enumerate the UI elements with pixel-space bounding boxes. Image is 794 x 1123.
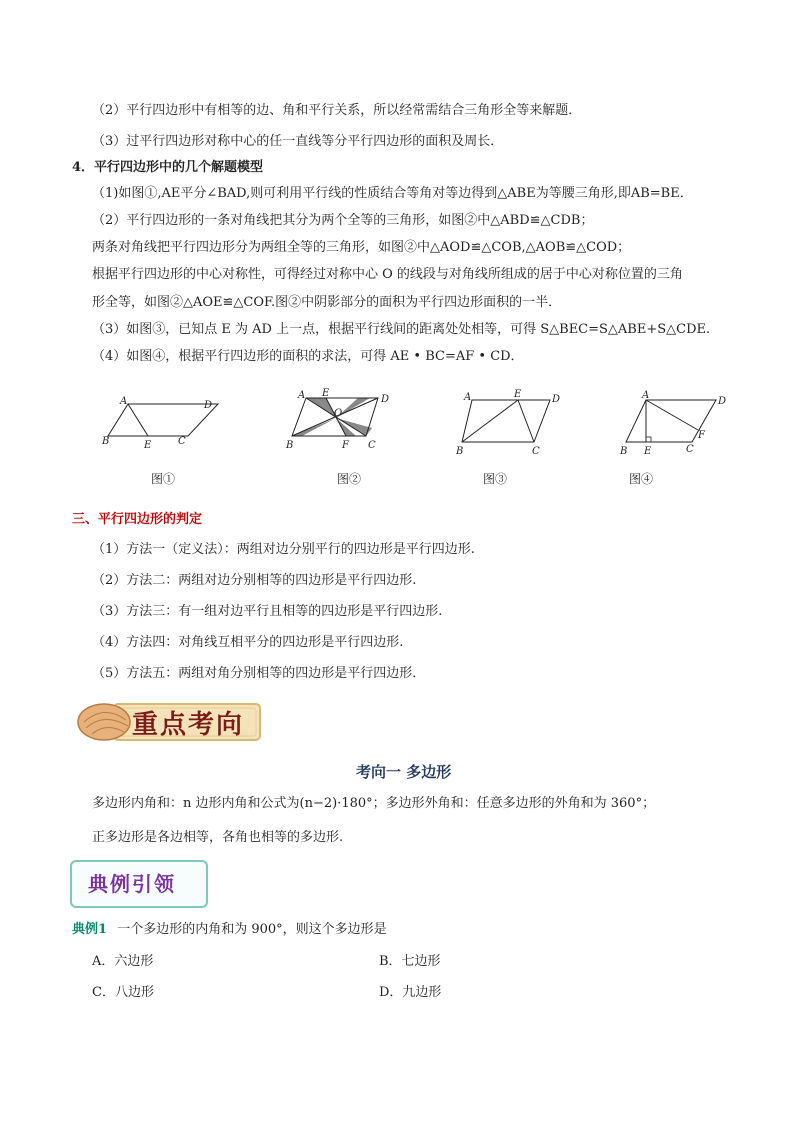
figure-caption: 图① [150,472,175,486]
option-d: D．九边形 [379,985,442,1000]
point-label: D [381,394,390,405]
method-line: （3）方法三：有一组对边平行且相等的四边形是平行四边形. [92,604,443,619]
point-label: E [644,446,652,457]
point-label: B [456,446,464,457]
figure-3 [452,386,568,458]
method-line: （1）方法一（定义法）：两组对边分别平行的四边形是平行四边形. [92,542,475,557]
point-label: E [322,388,330,399]
text-line: （3）如图③，已知点 E 为 AD 上一点，根据平行线间的距离处处相等，可得 S△BEC=S△ABE+S△CDE. [92,322,711,337]
example-text: 一个多边形的内角和为 900°，则这个多边形是 [117,922,387,937]
point-label: F [698,430,705,441]
point-label: O [334,408,343,419]
example-label: 典例1 [72,922,108,937]
point-label: B [620,446,628,457]
example-question [72,921,387,939]
kaoxiang-title: 考向一 多边形 [356,763,452,781]
point-label: A [120,396,128,407]
point-label: C [368,440,376,451]
text-line: （3）过平行四边形对称中心的任一直线等分平行四边形的面积及周长． [92,134,504,149]
text-line: 形全等，如图②△AOE≌△COF.图②中阴影部分的面积为平行四边形面积的一半． [92,295,562,310]
point-label: A [642,390,650,401]
point-label: D [718,396,727,407]
text-line: 两条对角线把平行四边形分为两组全等的三角形，如图②中△AOD≌△COB,△AOB≌△COD； [92,240,631,255]
option-b: B．七边形 [379,954,441,969]
example-box-title: 典例引领 [88,872,176,896]
text-line: （2）平行四边形中有相等的边、角和平行关系，所以经常需结合三角形全等来解题． [92,103,582,118]
banner-title: 重点考向 [132,710,245,740]
point-label: B [102,436,110,447]
point-label: C [686,444,694,455]
figure-2 [282,386,392,458]
method-line: （4）方法四：对角线互相平分的四边形是平行四边形. [92,635,404,650]
point-label: D [552,394,561,405]
option-a: A．六边形 [92,954,154,969]
point-label: B [286,440,294,451]
point-label: D [204,400,213,411]
figure-1 [98,392,228,454]
point-label: A [464,392,472,403]
figure-caption: 图② [336,472,361,486]
figure-caption: 图③ [482,472,507,486]
section-heading: 4．平行四边形中的几个解题模型 [72,160,264,175]
text-line: （1)如图①,AE平分∠BAD,则可利用平行线的性质结合等角对等边得到△ABE为等腰三角形,即AB=BE． [92,186,693,201]
option-c: C．八边形 [92,985,154,1000]
text-line: （2）平行四边形的一条对角线把其分为两个全等的三角形，如图②中△ABD≌△CDB； [92,213,594,228]
point-label: F [342,440,349,451]
text-line: 多边形内角和：n 边形内角和公式为(n−2)·180°；多边形外角和：任意多边形的外角和为 360°； [92,796,656,811]
text-line: （4）如图④，根据平行四边形的面积的求法，可得 AE • BC=AF • CD． [92,349,524,364]
point-label: C [178,436,186,447]
point-label: C [532,446,540,457]
point-label: E [514,389,522,400]
point-label: A [298,390,306,401]
text-line: 根据平行四边形的中心对称性，可得经过对称中心 O 的线段与对角线所组成的居于中心对称位置的三角 [92,267,683,282]
figure-4 [616,386,732,458]
point-label: E [144,440,152,451]
figure-caption: 图④ [628,472,653,486]
text-line: 正多边形是各边相等，各角也相等的多边形. [92,830,344,845]
section-title: 三、平行四边形的判定 [72,512,203,527]
method-line: （2）方法二：两组对边分别相等的四边形是平行四边形. [92,573,417,588]
method-line: （5）方法五：两组对角分别相等的四边形是平行四边形． [92,666,426,681]
